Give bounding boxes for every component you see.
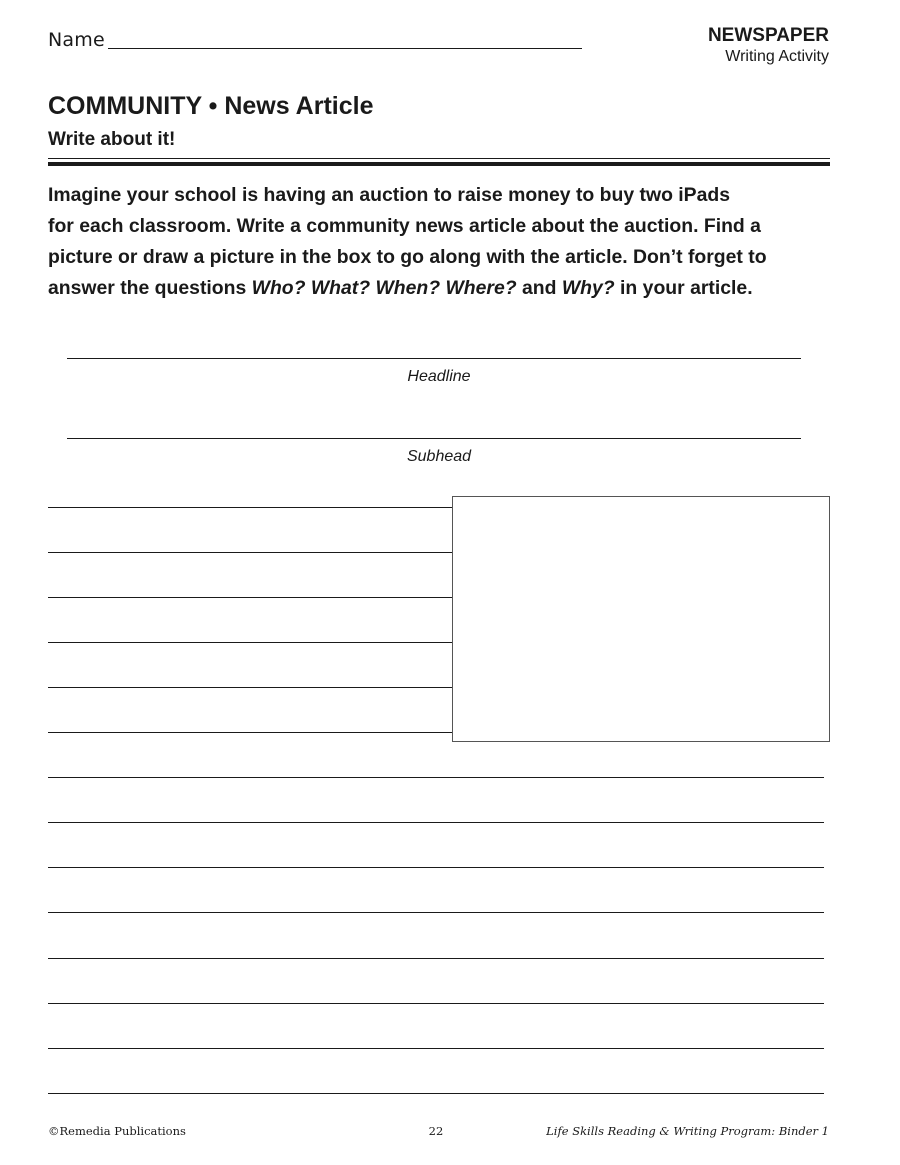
footer-page-number: 22	[428, 1124, 444, 1138]
footer-program: Life Skills Reading & Writing Program: Binder 1	[546, 1124, 829, 1138]
headline-caption: Headline	[407, 368, 471, 385]
writing-line[interactable]	[48, 1093, 824, 1094]
writing-line[interactable]	[48, 732, 452, 733]
writing-line[interactable]	[48, 822, 824, 823]
instructions-line-2: for each classroom. Write a community news article about the auction. Find a	[48, 215, 761, 237]
writing-line[interactable]	[48, 912, 824, 913]
footer-copyright: ©Remedia Publications	[48, 1124, 186, 1138]
name-label: Name	[48, 29, 105, 51]
name-field-line[interactable]	[108, 48, 582, 49]
writing-line[interactable]	[48, 687, 452, 688]
writing-line[interactable]	[48, 867, 824, 868]
page-subtitle: Write about it!	[48, 129, 176, 150]
page-title: COMMUNITY • News Article	[48, 92, 374, 120]
section-tag	[708, 25, 829, 67]
writing-line[interactable]	[48, 1003, 824, 1004]
writing-line[interactable]	[48, 777, 824, 778]
section-title: NEWSPAPER	[707, 25, 829, 46]
subhead-caption: Subhead	[406, 448, 472, 465]
instructions-questions: Who? What? When? Where?	[251, 277, 517, 299]
writing-line[interactable]	[48, 958, 824, 959]
instructions-text: and	[516, 277, 562, 299]
title-divider-thick	[48, 162, 830, 166]
subhead-line[interactable]	[67, 438, 801, 439]
instructions-why: Why?	[561, 277, 615, 299]
title-divider-thin	[48, 158, 830, 159]
writing-line[interactable]	[48, 642, 452, 643]
writing-line[interactable]	[48, 552, 452, 553]
headline-line[interactable]	[67, 358, 801, 359]
writing-line[interactable]	[48, 507, 452, 508]
writing-line[interactable]	[48, 597, 452, 598]
instructions-text: answer the questions	[48, 277, 252, 299]
section-subtitle: Writing Activity	[725, 48, 829, 65]
picture-box[interactable]	[452, 496, 830, 742]
instructions	[48, 180, 838, 304]
instructions-line-3: picture or draw a picture in the box to go along with the article. Don’t forget to	[48, 246, 767, 268]
instructions-line-4	[48, 273, 838, 304]
writing-line[interactable]	[48, 1048, 824, 1049]
instructions-line-1: Imagine your school is having an auction to raise money to buy two iPads	[48, 184, 731, 206]
instructions-text: in your article.	[614, 277, 753, 299]
